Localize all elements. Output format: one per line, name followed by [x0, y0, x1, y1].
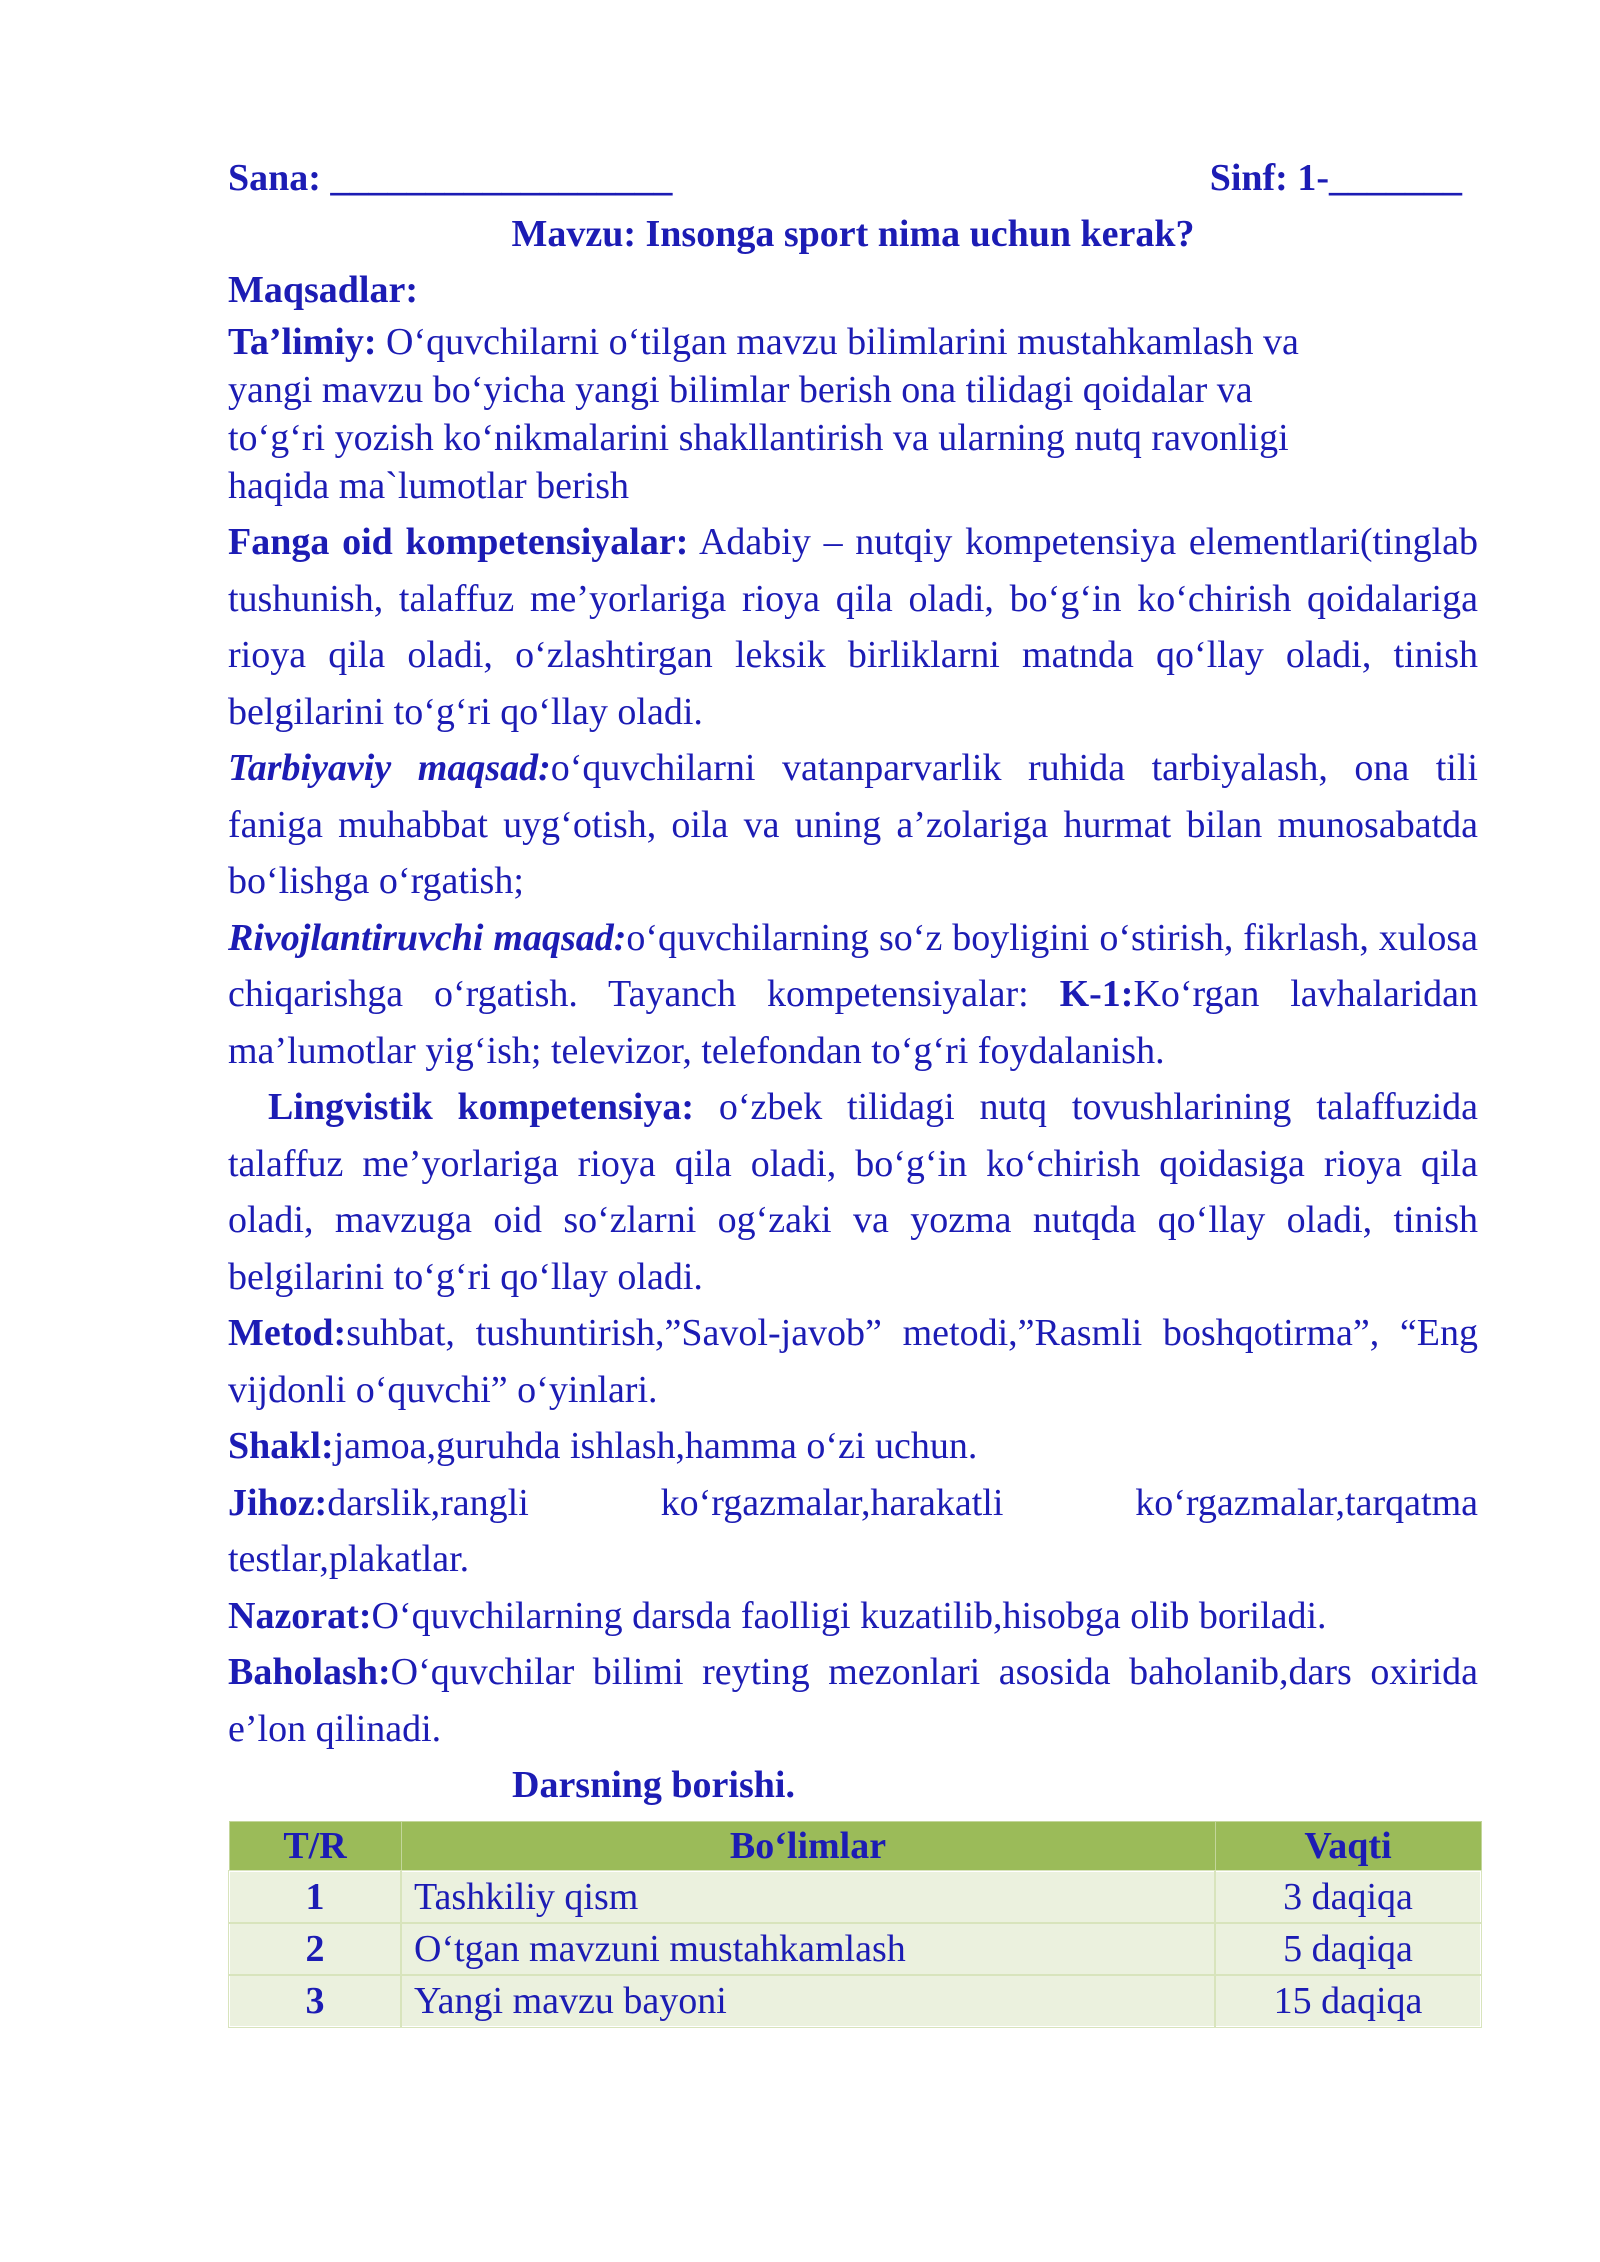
row-number: 1 — [229, 1871, 401, 1923]
shakl-text: jamoa,guruhda ishlash,hamma o‘zi uchun. — [333, 1425, 978, 1467]
lesson-plan-table — [228, 1821, 1482, 2028]
lingvistik-label: Lingvistik kompetensiya: — [268, 1086, 694, 1128]
talimiy-line: haqida ma`lumotlar berish — [228, 465, 629, 507]
rivoj-section — [228, 910, 1478, 1080]
talimiy-label: Ta’limiy: — [228, 321, 377, 363]
k1-text: Ko‘rgan lavhalaridan ma’lumotlar yig‘ish; televizor, telefondan to‘g‘ri foydalanish. — [228, 973, 1478, 1072]
row-time: 3 daqiqa — [1215, 1871, 1481, 1923]
plan-title: Darsning borishi. — [512, 1764, 795, 1806]
date-label: Sana: __________________ — [228, 157, 673, 199]
row-section: Yangi mavzu bayoni — [401, 1975, 1215, 2027]
jihoz-label: Jihoz: — [228, 1481, 328, 1524]
header-row — [228, 150, 1478, 206]
row-time: 15 daqiqa — [1215, 1975, 1481, 2027]
metod-label: Metod: — [228, 1312, 347, 1354]
metod-section — [228, 1305, 1478, 1418]
header-number: T/R — [229, 1822, 401, 1872]
table-header-row — [229, 1822, 1481, 1872]
talimiy-line: to‘g‘ri yozish ko‘nikmalarini shakllantirish va ularning nutq ravonligi — [228, 417, 1289, 459]
table-row — [229, 1975, 1481, 2027]
nazorat-section — [228, 1588, 1478, 1645]
tarbiyaviy-label: Tarbiyaviy maqsad: — [228, 747, 551, 789]
table-row — [229, 1871, 1481, 1923]
row-section: O‘tgan mavzuni mustahkamlash — [401, 1923, 1215, 1975]
fanga-text: Adabiy – nutqiy kompetensiya elementlari(tinglab tushunish, talaffuz me’yorlariga rioya qila oladi, bo‘g‘in ko‘chirish qoidalariga rioya qila oladi, o‘zlashtirgan leksik birliklarni matnda qo‘llay oladi, tinish belgilarini to‘g‘ri qo‘llay oladi. — [228, 521, 1479, 733]
jihoz-text: darslik,rangli ko‘rgazmalar,harakatli ko‘rgazmalar,tarqatma testlar,plakatlar. — [228, 1481, 1478, 1580]
talimiy-section — [228, 318, 1478, 510]
lesson-topic: Mavzu: Insonga sport nima uchun kerak? — [511, 213, 1195, 255]
shakl-section — [228, 1418, 1478, 1475]
baholash-text: O‘quvchilar bilimi reyting mezonlari asosida baholanib,dars oxirida e’lon qilinadi. — [228, 1651, 1478, 1750]
lingvistik-section — [228, 1079, 1478, 1305]
row-number: 2 — [229, 1923, 401, 1975]
talimiy-line: yangi mavzu bo‘yicha yangi bilimlar berish ona tilidagi qoidalar va — [228, 369, 1253, 411]
shakl-label: Shakl: — [228, 1425, 334, 1467]
row-number: 3 — [229, 1975, 401, 2027]
nazorat-label: Nazorat: — [228, 1594, 372, 1637]
nazorat-text: O‘quvchilarning darsda faolligi kuzatilib,hisobga olib boriladi. — [371, 1594, 1327, 1637]
fanga-label: Fanga oid kompetensiyalar: — [228, 521, 689, 563]
header-sections: Bo‘limlar — [401, 1822, 1215, 1872]
tarbiyaviy-text: o‘quvchilarni vatanparvarlik ruhida tarbiyalash, ona tili faniga muhabbat uyg‘otish, oila va uning a’zolariga hurmat bilan munosabatda bo‘lishga o‘rgatish; — [228, 747, 1478, 902]
baholash-section — [228, 1644, 1478, 1757]
rivoj-label: Rivojlantiruvchi maqsad: — [228, 916, 627, 959]
class-label: Sinf: 1-_______ — [1209, 157, 1462, 199]
row-time: 5 daqiqa — [1215, 1923, 1481, 1975]
lesson-plan-content — [228, 150, 1478, 2028]
fanga-section — [228, 514, 1478, 740]
talimiy-text: O‘quvchilarni o‘tilgan mavzu bilimlarini mustahkamlash va — [376, 321, 1299, 363]
rivoj-text: o‘quvchilarning so‘z boyligini o‘stirish, fikrlash, xulosa chiqarishga o‘rgatish. Tayanch kompetensiyalar: — [228, 916, 1478, 1015]
baholash-label: Baholash: — [228, 1651, 391, 1693]
metod-text: suhbat, tushuntirish,”Savol-javob” metodi,”Rasmli boshqotirma”, “Eng vijdonli o‘quvchi” o‘yinlari. — [228, 1312, 1478, 1411]
row-section: Tashkiliy qism — [401, 1871, 1215, 1923]
header-time: Vaqti — [1215, 1822, 1481, 1872]
table-row — [229, 1923, 1481, 1975]
goals-title: Maqsadlar: — [228, 269, 418, 311]
jihoz-section — [228, 1475, 1478, 1588]
k1-label: K-1: — [1059, 973, 1134, 1015]
tarbiyaviy-section — [228, 740, 1478, 910]
lingvistik-text: o‘zbek tilidagi nutq tovushlarining talaffuzida talaffuz me’yorlariga rioya qila oladi, bo‘g‘in ko‘chirish qoidasiga rioya qila oladi, mavzuga oid so‘zlarni og‘zaki va yozma nutqda qo‘llay oladi, tinish belgilarini to‘g‘ri qo‘llay oladi. — [228, 1086, 1478, 1298]
